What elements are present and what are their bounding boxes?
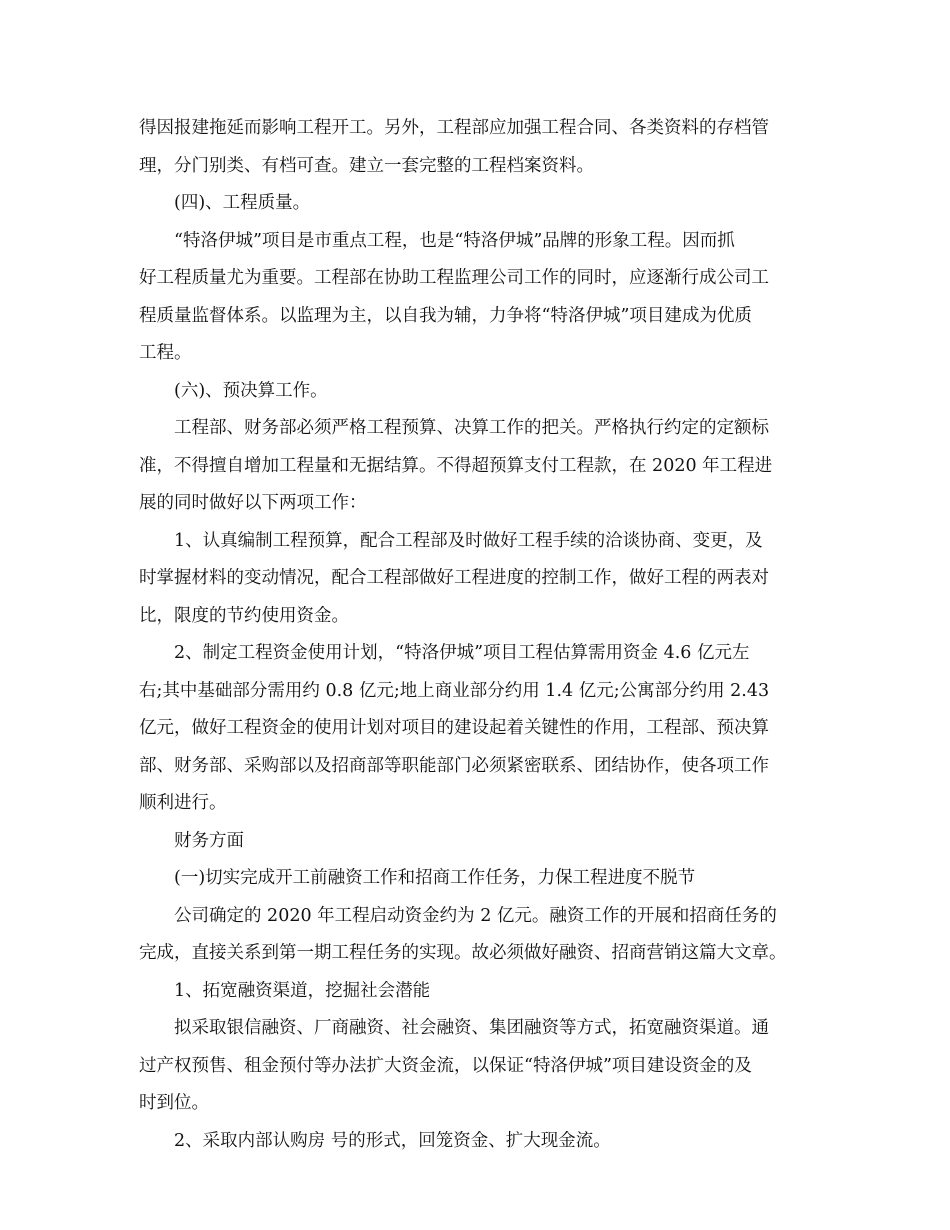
section-heading: 1、拓宽融资渠道，挖掘社会潜能	[174, 981, 431, 1001]
section-heading: (四)、工程质量。	[174, 193, 311, 213]
text-line: 好工程质量尤为重要。工程部在协助工程监理公司工作的同时，应逐渐行成公司工	[139, 268, 769, 288]
text-line: 工程。	[139, 343, 192, 363]
text-line: 顺利进行。	[139, 793, 227, 813]
text-line: 时掌握材料的变动情况，配合工程部做好工程进度的控制工作，做好工程的两表对	[139, 568, 769, 588]
section-heading: (一)切实完成开工前融资工作和招商工作任务，力保工程进度不脱节	[174, 868, 696, 888]
text-line: 准，不得擅自增加工程量和无据结算。不得超预算支付工程款，在 2020 年工程进	[139, 456, 773, 476]
text-line: 过产权预售、租金预付等办法扩大资金流，以保证“特洛伊城”项目建设资金的及	[139, 1056, 752, 1076]
text-line: 部、财务部、采购部以及招商部等职能部门必须紧密联系、团结协作，使各项工作	[139, 756, 769, 776]
section-heading: 财务方面	[174, 831, 244, 851]
text-line: 程质量监督体系。以监理为主，以自我为辅，力争将“特洛伊城”项目建成为优质	[139, 306, 752, 326]
text-line: 2、采取内部认购房 号的形式，回笼资金、扩大现金流。	[174, 1131, 611, 1151]
text-line: “特洛伊城”项目是市重点工程，也是“特洛伊城”品牌的形象工程。因而抓	[174, 231, 735, 251]
text-line: 理，分门别类、有档可查。建立一套完整的工程档案资料。	[139, 156, 594, 176]
section-heading: (六)、预决算工作。	[174, 381, 328, 401]
text-line: 得因报建拖延而影响工程开工。另外，工程部应加强工程合同、各类资料的存档管	[139, 118, 769, 138]
text-line: 2、制定工程资金使用计划，“特洛伊城”项目工程估算需用资金 4.6 亿元左	[174, 643, 750, 663]
text-line: 时到位。	[139, 1093, 209, 1113]
text-line: 亿元，做好工程资金的使用计划对项目的建设起着关键性的作用，工程部、预决算	[139, 718, 769, 738]
text-line: 完成，直接关系到第一期工程任务的实现。故必须做好融资、招商营销这篇大文章。	[139, 943, 787, 963]
text-line: 比，限度的节约使用资金。	[139, 606, 349, 626]
text-line: 工程部、财务部必须严格工程预算、决算工作的把关。严格执行约定的定额标	[174, 418, 769, 438]
text-line: 1、认真编制工程预算，配合工程部及时做好工程手续的洽谈协商、变更，及	[174, 531, 763, 551]
text-line: 公司确定的 2020 年工程启动资金约为 2 亿元。融资工作的开展和招商任务的	[174, 906, 777, 926]
text-line: 拟采取银信融资、厂商融资、社会融资、集团融资等方式，拓宽融资渠道。通	[174, 1018, 769, 1038]
text-line: 展的同时做好以下两项工作：	[139, 493, 367, 513]
text-line: 右;其中基础部分需用约 0.8 亿元;地上商业部分约用 1.4 亿元;公寓部分约用 2.43	[139, 681, 770, 701]
